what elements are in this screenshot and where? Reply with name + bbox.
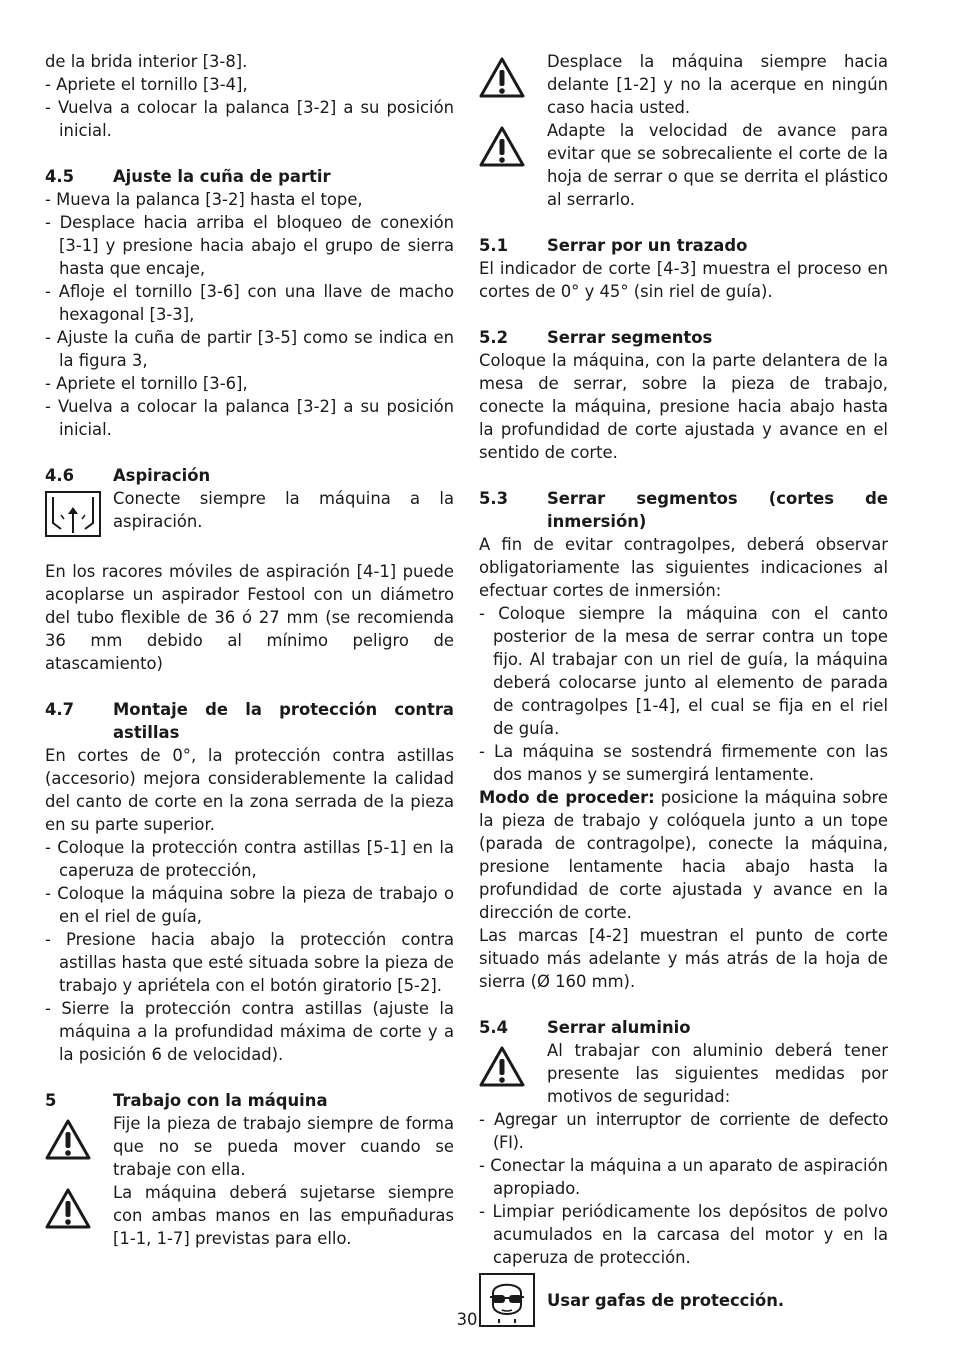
section-title: Ajuste la cuña de partir: [113, 167, 331, 186]
list-item: - Apriete el tornillo [3-4],: [45, 75, 248, 94]
procedure-label: Modo de proceder:: [479, 788, 655, 807]
paragraph: Las marcas [4-2] muestran el punto de corte situado más adelante y más atrás de la hoja de sierra (Ø 160 mm).: [479, 926, 888, 991]
warning-text: Al trabajar con aluminio deberá tener presente las siguientes medidas por motivos de seguridad:: [547, 1041, 888, 1106]
section-heading-5-4: [479, 1016, 888, 1039]
warning-text: Desplace la máquina siempre hacia delante [1-2] y no la acerque en ningún caso hacia usted.: [547, 52, 888, 117]
list-item: - Conectar la máquina a un aparato de aspiración apropiado.: [479, 1156, 888, 1198]
section-number: 4.5: [45, 167, 75, 186]
section-heading-5: [45, 1089, 454, 1112]
goggles-text: Usar gafas de protección.: [547, 1290, 785, 1310]
list-item: - Ajuste la cuña de partir [3-5] como se indica en la figura 3,: [45, 328, 454, 370]
warning-icon: [479, 119, 547, 173]
list-item: - Coloque siempre la máquina con el canto posterior de la mesa de serrar contra un tope fijo. Al trabajar con un riel de guía, la máquina deberá colocarse junto al elemento de parada de contragolpes [1-4], el cual se fija en el riel de guía.: [479, 604, 888, 738]
list-item: - Desplace hacia arriba el bloqueo de conexión [3-1] y presione hacia abajo el grupo de sierra hasta que encaje,: [45, 213, 454, 278]
section-title: Aspiración: [113, 466, 211, 485]
intro-line: de la brida interior [3-8].: [45, 52, 248, 71]
section-number: 5.2: [479, 328, 509, 347]
section-title: Serrar por un trazado: [547, 236, 748, 255]
list-item: - Apriete el tornillo [3-6],: [45, 374, 248, 393]
section-heading-4-5: [45, 165, 454, 188]
section-title: Trabajo con la máquina: [113, 1091, 328, 1110]
warning-text: La máquina deberá sujetarse siempre con ambas manos en las empuñaduras [1-1, 1-7] previstas para ello.: [113, 1183, 454, 1248]
section-number: 5.4: [479, 1018, 509, 1037]
section-number: 5.3: [479, 489, 509, 508]
warning-block: [479, 50, 888, 119]
warning-icon: [45, 1112, 113, 1166]
list-item: - Agregar un interruptor de corriente de defecto (FI).: [479, 1110, 888, 1152]
warning-text: Fije la pieza de trabajo siempre de forma que no se pueda mover cuando se trabaje con ella.: [113, 1114, 454, 1179]
list-item: - Coloque la máquina sobre la pieza de trabajo o en el riel de guía,: [45, 884, 454, 926]
list-item: - Vuelva a colocar la palanca [3-2] a su posición inicial.: [45, 98, 454, 140]
section-number: 5.1: [479, 236, 509, 255]
warning-block: [45, 1181, 454, 1250]
right-column: [479, 50, 888, 1327]
list-item: - Coloque la protección contra astillas [5-1] en la caperuza de protección,: [45, 838, 454, 880]
warning-icon: [479, 1039, 547, 1093]
page-number: 30: [456, 1310, 478, 1329]
section-title: Serrar aluminio: [547, 1018, 691, 1037]
section-number: 4.7: [45, 700, 75, 719]
procedure-paragraph: [479, 786, 888, 924]
paragraph: A fin de evitar contragolpes, deberá observar obligatoriamente las siguientes indicaciones al efectuar cortes de inmersión:: [479, 535, 888, 600]
section-heading-4-6: [45, 464, 454, 487]
procedure-text: posicione la máquina sobre la pieza de trabajo y colóquela junto a un tope (parada de contragolpe), conecte la máquina, presione lentamente hacia abajo hasta la profundidad de corte ajustada y avance en la dirección de corte.: [479, 788, 888, 922]
list-item: - Sierre la protección contra astillas (ajuste la máquina a la profundidad máxima de corte y a la posición 6 de velocidad).: [45, 999, 454, 1064]
paragraph: En cortes de 0°, la protección contra astillas (accesorio) mejora considerablemente la calidad del canto de corte en la zona serrada de la pieza en su parte superior.: [45, 746, 454, 834]
section-number: 4.6: [45, 466, 75, 485]
warning-block: [479, 119, 888, 211]
section-title: Serrar segmentos: [547, 328, 713, 347]
section-heading-5-1: [479, 234, 888, 257]
section-title: Serrar segmentos (cortes de inmersión): [547, 489, 888, 531]
section-heading-4-7: [45, 698, 454, 744]
section-number: 5: [45, 1091, 57, 1110]
paragraph: Coloque la máquina, con la parte delantera de la mesa de serrar, sobre la pieza de trabajo, conecte la máquina, presione hacia abajo hasta la profundidad de corte ajustada y avance en el sentido de corte.: [479, 351, 888, 462]
extraction-note: [45, 487, 454, 537]
list-item: - Limpiar periódicamente los depósitos de polvo acumulados en la carcasa del motor y en la caperuza de protección.: [479, 1202, 888, 1267]
left-column: [45, 50, 454, 1250]
paragraph: En los racores móviles de aspiración [4-1] puede acoplarse un aspirador Festool con un diámetro del tubo flexible de 36 ó 27 mm (se recomienda 36 mm debido al mínimo peligro de atascamiento): [45, 562, 454, 673]
list-item: - La máquina se sostendrá firmemente con las dos manos y se sumergirá lentamente.: [479, 742, 888, 784]
warning-text: Adapte la velocidad de avance para evitar que se sobrecaliente el corte de la hoja de serrar o que se derrita el plástico al serrarlo.: [547, 121, 888, 209]
list-item: - Presione hacia abajo la protección contra astillas hasta que esté situada sobre la pieza de trabajo y apriétela con el botón giratorio [5-2].: [45, 930, 454, 995]
warning-block: [479, 1039, 888, 1108]
list-item: - Afloje el tornillo [3-6] con una llave de macho hexagonal [3-3],: [45, 282, 454, 324]
warning-icon: [479, 50, 547, 104]
extraction-icon: [45, 487, 113, 537]
extraction-note-text: Conecte siempre la máquina a la aspiración.: [113, 489, 454, 531]
warning-block: [45, 1112, 454, 1181]
section-title: Montaje de la protección contra astillas: [113, 700, 454, 742]
section-heading-5-3: [479, 487, 888, 533]
list-item: - Mueva la palanca [3-2] hasta el tope,: [45, 190, 363, 209]
list-item: - Vuelva a colocar la palanca [3-2] a su posición inicial.: [45, 397, 454, 439]
warning-icon: [45, 1181, 113, 1235]
section-heading-5-2: [479, 326, 888, 349]
paragraph: El indicador de corte [4-3] muestra el proceso en cortes de 0° y 45° (sin riel de guía).: [479, 259, 888, 301]
